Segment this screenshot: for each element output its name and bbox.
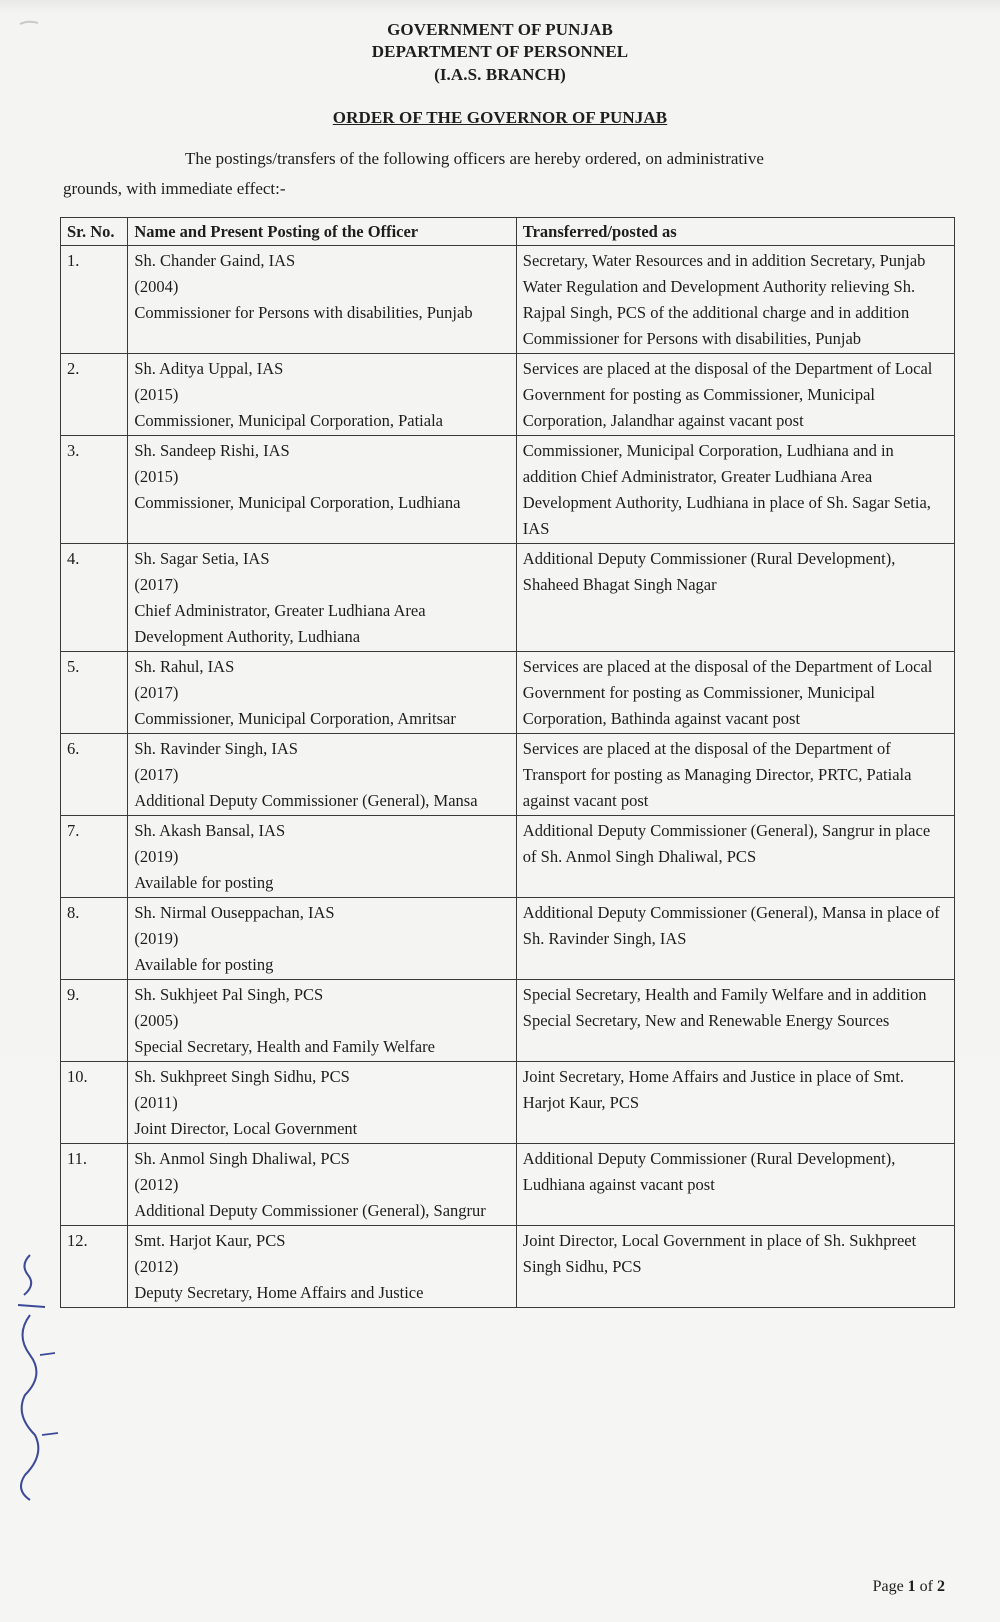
officer-present: Additional Deputy Commissioner (General), Sangrur xyxy=(134,1201,486,1220)
officer-present: Additional Deputy Commissioner (General), Mansa xyxy=(134,791,478,810)
officer-batch: (2011) xyxy=(134,1093,178,1112)
officer-batch: (2017) xyxy=(134,683,179,702)
handwritten-signature xyxy=(0,1245,60,1505)
transfer-cell: Joint Director, Local Government in place of Sh. Sukhpreet Singh Sidhu, PCS xyxy=(516,1226,954,1308)
transfer-cell: Additional Deputy Commissioner (General), Mansa in place of Sh. Ravinder Singh, IAS xyxy=(516,898,954,980)
officer-present: Deputy Secretary, Home Affairs and Justice xyxy=(134,1283,424,1302)
order-title: ORDER OF THE GOVERNOR OF PUNJAB xyxy=(332,108,668,127)
officer-present: Special Secretary, Health and Family Welfare xyxy=(134,1037,435,1056)
officer-batch: (2012) xyxy=(134,1257,179,1276)
officer-name: Sh. Sukhjeet Pal Singh, PCS xyxy=(134,985,324,1004)
transfer-cell: Services are placed at the disposal of the Department of Local Government for posting as Commissioner, Municipal Corporation, Jalandhar against vacant post xyxy=(516,354,954,436)
officer-batch: (2015) xyxy=(134,467,179,486)
table-row xyxy=(61,354,955,436)
officer-batch: (2015) xyxy=(134,385,179,404)
header-sr-no: Sr. No. xyxy=(61,218,128,246)
officer-present: Chief Administrator, Greater Ludhiana Area Development Authority, Ludhiana xyxy=(134,601,426,646)
intro-line-1: The postings/transfers of the following officers are hereby ordered, on administrative xyxy=(185,149,764,168)
officer-batch: (2005) xyxy=(134,1011,179,1030)
transfers-table xyxy=(60,217,955,1308)
officer-cell xyxy=(128,1062,516,1144)
officer-cell xyxy=(128,436,516,544)
transfer-cell: Additional Deputy Commissioner (General), Sangrur in place of Sh. Anmol Singh Dhaliwal, PCS xyxy=(516,816,954,898)
transfer-cell: Joint Secretary, Home Affairs and Justice in place of Smt. Harjot Kaur, PCS xyxy=(516,1062,954,1144)
officer-name: Sh. Akash Bansal, IAS xyxy=(134,821,286,840)
officer-name: Sh. Nirmal Ouseppachan, IAS xyxy=(134,903,335,922)
table-row xyxy=(61,1226,955,1308)
header-branch: (I.A.S. BRANCH) xyxy=(434,65,566,84)
officer-cell xyxy=(128,544,516,652)
transfer-cell: Additional Deputy Commissioner (Rural Development), Ludhiana against vacant post xyxy=(516,1144,954,1226)
sr-no-cell: 6. xyxy=(61,734,128,816)
officer-cell xyxy=(128,652,516,734)
officer-cell xyxy=(128,246,516,354)
page-number xyxy=(873,1578,945,1596)
table-row xyxy=(61,816,955,898)
table-row xyxy=(61,1062,955,1144)
intro-line-2: grounds, with immediate effect:- xyxy=(63,179,286,198)
transfer-cell: Secretary, Water Resources and in addition Secretary, Punjab Water Regulation and Development Authority relieving Sh. Rajpal Singh, PCS of the additional charge and in addition Commissioner for Persons with disabilities, Punjab xyxy=(516,246,954,354)
table-row xyxy=(61,898,955,980)
officer-name: Sh. Sagar Setia, IAS xyxy=(134,549,270,568)
officer-name: Sh. Anmol Singh Dhaliwal, PCS xyxy=(134,1149,350,1168)
officer-cell xyxy=(128,734,516,816)
table-row xyxy=(61,652,955,734)
header-department: DEPARTMENT OF PERSONNEL xyxy=(371,42,629,61)
officer-batch: (2004) xyxy=(134,277,179,296)
table-row xyxy=(61,734,955,816)
officer-cell xyxy=(128,898,516,980)
sr-no-cell: 8. xyxy=(61,898,128,980)
officer-batch: (2019) xyxy=(134,847,179,866)
officer-name: Sh. Ravinder Singh, IAS xyxy=(134,739,298,758)
officer-cell xyxy=(128,1226,516,1308)
sr-no-cell: 3. xyxy=(61,436,128,544)
officer-batch: (2017) xyxy=(134,575,179,594)
officer-cell xyxy=(128,816,516,898)
officer-present: Commissioner, Municipal Corporation, Ludhiana xyxy=(134,493,461,512)
officer-cell xyxy=(128,1144,516,1226)
officer-name: Sh. Chander Gaind, IAS xyxy=(134,251,296,270)
officer-batch: (2019) xyxy=(134,929,179,948)
transfer-cell: Additional Deputy Commissioner (Rural Development), Shaheed Bhagat Singh Nagar xyxy=(516,544,954,652)
header-transferred: Transferred/posted as xyxy=(516,218,954,246)
table-header-row xyxy=(61,218,955,246)
officer-name: Sh. Rahul, IAS xyxy=(134,657,235,676)
sr-no-cell: 2. xyxy=(61,354,128,436)
sr-no-cell: 5. xyxy=(61,652,128,734)
sr-no-cell: 11. xyxy=(61,1144,128,1226)
header-government: GOVERNMENT OF PUNJAB xyxy=(387,20,613,39)
officer-name: Sh. Sukhpreet Singh Sidhu, PCS xyxy=(134,1067,350,1086)
sr-no-cell: 4. xyxy=(61,544,128,652)
sr-no-cell: 12. xyxy=(61,1226,128,1308)
sr-no-cell: 7. xyxy=(61,816,128,898)
transfer-cell: Services are placed at the disposal of the Department of Transport for posting as Managing Director, PRTC, Patiala against vacant post xyxy=(516,734,954,816)
officer-batch: (2017) xyxy=(134,765,179,784)
page-label: Page xyxy=(872,1578,908,1595)
officer-present: Commissioner, Municipal Corporation, Amritsar xyxy=(134,709,456,728)
officer-name: Smt. Harjot Kaur, PCS xyxy=(134,1231,286,1250)
page-of: of xyxy=(915,1578,937,1595)
officer-present: Commissioner, Municipal Corporation, Patiala xyxy=(134,411,444,430)
officer-cell xyxy=(128,980,516,1062)
sr-no-cell: 9. xyxy=(61,980,128,1062)
officer-cell xyxy=(128,354,516,436)
table-row xyxy=(61,436,955,544)
sr-no-cell: 1. xyxy=(61,246,128,354)
table-row xyxy=(61,1144,955,1226)
page-total: 2 xyxy=(937,1578,945,1595)
header-name-posting: Name and Present Posting of the Officer xyxy=(128,218,516,246)
table-row xyxy=(61,544,955,652)
table-row xyxy=(61,246,955,354)
transfer-cell: Special Secretary, Health and Family Welfare and in addition Special Secretary, New and Renewable Energy Sources xyxy=(516,980,954,1062)
officer-present: Joint Director, Local Government xyxy=(134,1119,358,1138)
officer-name: Sh. Sandeep Rishi, IAS xyxy=(134,441,290,460)
officer-present: Available for posting xyxy=(134,955,274,974)
table-row xyxy=(61,980,955,1062)
officer-name: Sh. Aditya Uppal, IAS xyxy=(134,359,284,378)
officer-present: Commissioner for Persons with disabilities, Punjab xyxy=(134,303,473,322)
page-current: 1 xyxy=(907,1578,916,1595)
officer-batch: (2012) xyxy=(134,1175,179,1194)
transfer-cell: Services are placed at the disposal of the Department of Local Government for posting as Commissioner, Municipal Corporation, Bathinda against vacant post xyxy=(516,652,954,734)
sr-no-cell: 10. xyxy=(61,1062,128,1144)
officer-present: Available for posting xyxy=(134,873,274,892)
transfer-cell: Commissioner, Municipal Corporation, Ludhiana and in addition Chief Administrator, Greater Ludhiana Area Development Authority, Ludhiana in place of Sh. Sagar Setia, IAS xyxy=(516,436,954,544)
